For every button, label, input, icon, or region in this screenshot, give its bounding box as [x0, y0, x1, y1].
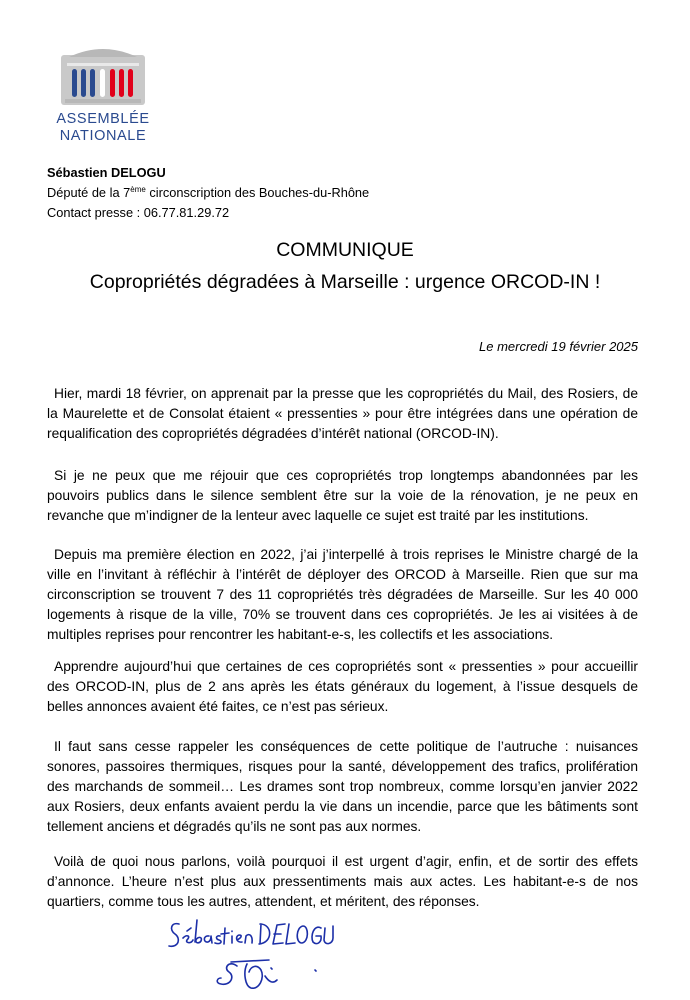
- author-role: [47, 183, 369, 203]
- paragraph: Il faut sans cesse rappeler les conséquences de cette politique de l’autruche : nuisances sonores, passoires thermiques, risques pour la santé, développement des trafics, prolifération des marchands de sommeil… Les drames sont trop nombreux, comme lorsqu’en janvier 2022 aux Rosiers, deux enfants avaient perdu la vie dans un incendie, parce que les bâtiments sont tellement anciens et dégradés qu’ils ne sont pas aux normes.: [47, 739, 638, 834]
- paragraph: Voilà de quoi nous parlons, voilà pourquoi il est urgent d’agir, enfin, et de sortir des effets d’annonce. L’heure n’est plus aux pressentiments mais aux actes. Les habitant-e-s de nos quartiers, comme tous les autres, attendent, et méritent, des réponses.: [47, 854, 638, 909]
- author-role-suffix: circonscription des Bouches-du-Rhône: [145, 185, 370, 200]
- handwritten-signature: [165, 916, 335, 996]
- paragraph: Si je ne peux que me réjouir que ces copropriétés trop longtemps abandonnées par les pouvoirs publics dans le silence semblent être sur la voie de la rénovation, je ne peux en revanche que m’indigner de la lenteur avec laquelle ce sujet est traité par les institutions.: [47, 468, 638, 523]
- paragraph: Apprendre aujourd’hui que certaines de ces copropriétés sont « pressenties » pour accueillir des ORCOD-IN, plus de 2 ans après les états généraux du logement, à l’issue desquels de belles annonces avaient été faites, ce n’est pas sérieux.: [47, 659, 638, 714]
- author-name: Sébastien DELOGU: [47, 165, 166, 180]
- document-title: Copropriétés dégradées à Marseille : urgence ORCOD-IN !: [89, 271, 601, 293]
- author-role-prefix: Député de la 7: [47, 185, 131, 200]
- document-type-heading: COMMUNIQUE: [276, 239, 414, 261]
- publication-date: Le mercredi 19 février 2025: [479, 339, 638, 354]
- assemblee-nationale-logo: [47, 45, 159, 145]
- hemicycle-emblem-icon: [47, 45, 159, 109]
- paragraph: Depuis ma première élection en 2022, j’ai j’interpellé à trois reprises le Ministre chargé de la ville en l’invitant à réfléchir à l’intérêt de déployer des ORCOD à Marseille. Rien que sur ma circonscription se trouvent 7 des 11 copropriétés très dégradées de Marseille. Sur les 40 000 logements à risque de la ville, 70% se trouvent dans ces copropriétés. Je les ai visitées à de multiples reprises pour rencontrer les habitant-e-s, les collectifs et les associations.: [47, 547, 638, 642]
- press-contact: Contact presse : 06.77.81.29.72: [47, 205, 230, 220]
- paragraph: Hier, mardi 18 février, on apprenait par la presse que les copropriétés du Mail, des Rosiers, de la Maurelette et de Consolat étaient « pressenties » pour être intégrées dans une opération de requalification des copropriétés dégradées d’intérêt national (ORCOD-IN).: [47, 386, 638, 441]
- logo-text-line1: ASSEMBLÉE: [56, 111, 150, 127]
- author-role-sup: ème: [130, 185, 146, 194]
- logo-text-line2: NATIONALE: [59, 128, 147, 144]
- author-block: [47, 163, 369, 223]
